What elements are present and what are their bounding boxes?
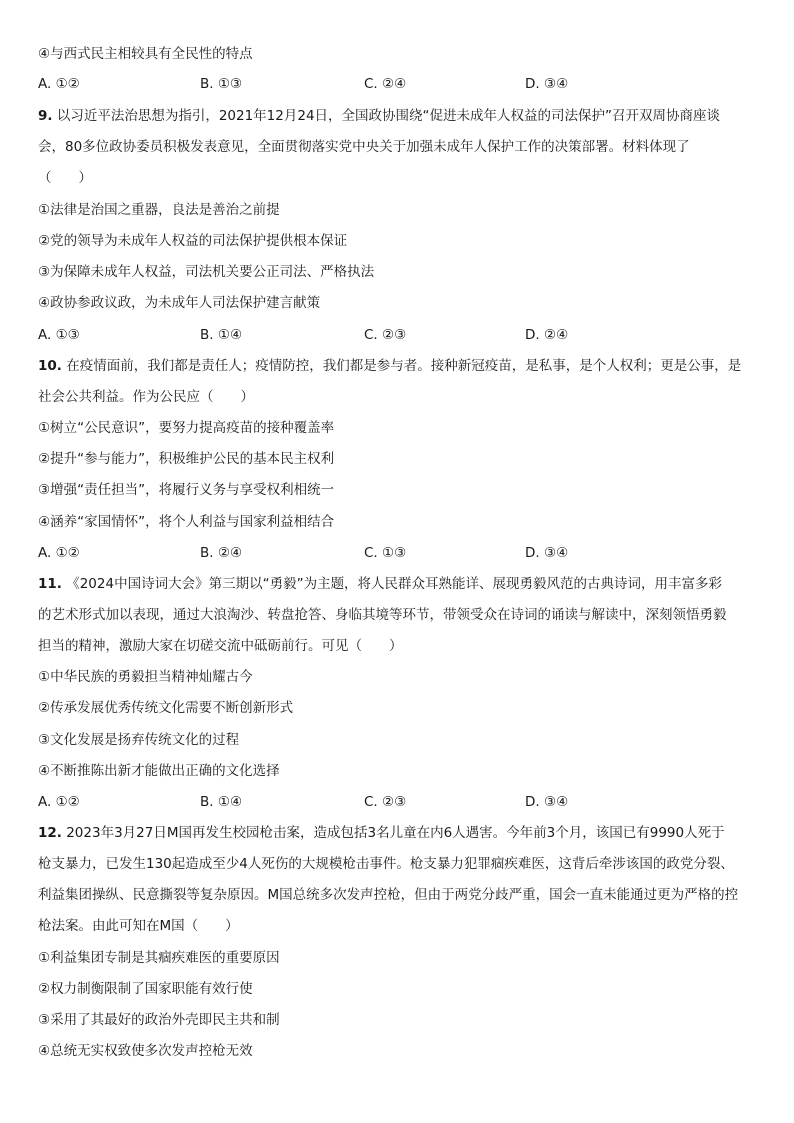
- q12-statement-3: ③采用了其最好的政治外壳即民主共和制: [38, 1012, 280, 1028]
- q11-option-d[interactable]: D. ③④: [525, 794, 569, 810]
- q8-option-c[interactable]: C. ②④: [364, 76, 407, 92]
- q8-option-b[interactable]: B. ①③: [200, 76, 243, 92]
- q8-options: [38, 74, 764, 94]
- q8-statement-4: ④与西式民主相较具有全民性的特点: [38, 46, 253, 62]
- q9-option-d[interactable]: D. ②④: [525, 327, 569, 343]
- q9-option-b[interactable]: B. ①④: [200, 327, 243, 343]
- q11-option-a[interactable]: A. ①②: [38, 794, 80, 810]
- q11-statement-2: ②传承发展优秀传统文化需要不断创新形式: [38, 700, 294, 716]
- q12-number: 12.: [38, 825, 62, 841]
- q12-stem-line-2: 枪支暴力，已发生130起造成至少4人死伤的大规模枪击事件。枪支暴力犯罪痼疾难医，这背后牵涉该国的政党分裂、: [38, 856, 734, 872]
- q12-statement-2: ②权力制衡限制了国家职能有效行使: [38, 981, 253, 997]
- q12-stem-line-1: 12. 2023年3月27日M国再发生校园枪击案，造成包括3名儿童在内6人遇害。今年前3个月，该国已有9990人死于: [38, 825, 725, 841]
- q10-options: [38, 543, 764, 563]
- q8-option-d[interactable]: D. ③④: [525, 76, 569, 92]
- q10-option-c[interactable]: C. ①③: [364, 545, 407, 561]
- q11-option-b[interactable]: B. ①④: [200, 794, 243, 810]
- q10-stem-line-2: 社会公共利益。作为公民应（ ）: [38, 389, 254, 405]
- q12-stem-line-3: 利益集团操纵、民意撕裂等复杂原因。M国总统多次发声控枪，但由于两党分歧严重，国会一直未能通过更为严格的控: [38, 887, 739, 903]
- q11-stem-line-2: 的艺术形式加以表现，通过大浪淘沙、转盘抢答、身临其境等环节，带领受众在诗词的诵读与解读中，深刻领悟勇毅: [38, 607, 727, 623]
- q11-stem-line-3: 担当的精神，激励大家在切磋交流中砥砺前行。可见（ ）: [38, 638, 403, 654]
- q11-statement-4: ④不断推陈出新才能做出正确的文化选择: [38, 763, 280, 779]
- q12-statement-4: ④总统无实权致使多次发声控枪无效: [38, 1043, 253, 1059]
- q9-number: 9.: [38, 108, 53, 124]
- q10-number: 10.: [38, 358, 62, 374]
- q10-option-d[interactable]: D. ③④: [525, 545, 569, 561]
- q9-statement-2: ②党的领导为未成年人权益的司法保护提供根本保证: [38, 233, 348, 249]
- q9-statement-3: ③为保障未成年人权益，司法机关要公正司法、严格执法: [38, 264, 375, 280]
- q11-stem-line-1: 11. 《2024中国诗词大会》第三期以“勇毅”为主题，将人民群众耳熟能详、展现勇毅风范的古典诗词，用丰富多彩: [38, 576, 723, 592]
- q11-option-c[interactable]: C. ②③: [364, 794, 407, 810]
- q9-statement-1: ①法律是治国之重器，良法是善治之前提: [38, 202, 280, 218]
- q9-stem-line-1: 9. 以习近平法治思想为指引，2021年12月24日，全国政协围绕“促进未成年人权益的司法保护”召开双周协商座谈: [38, 108, 721, 124]
- q8-option-a[interactable]: A. ①②: [38, 76, 80, 92]
- q10-statement-3: ③增强“责任担当”，将履行义务与享受权利相统一: [38, 482, 335, 498]
- q10-option-b[interactable]: B. ②④: [200, 545, 243, 561]
- q12-statement-1: ①利益集团专制是其痼疾难医的重要原因: [38, 950, 280, 966]
- q12-stem-line-4: 枪法案。由此可知在M国（ ）: [38, 918, 239, 934]
- q10-statement-2: ②提升“参与能力”，积极维护公民的基本民主权利: [38, 451, 335, 467]
- q9-option-a[interactable]: A. ①③: [38, 327, 80, 343]
- q10-statement-1: ①树立“公民意识”，要努力提高疫苗的接种覆盖率: [38, 420, 335, 436]
- q9-statement-4: ④政协参政议政，为未成年人司法保护建言献策: [38, 295, 321, 311]
- q9-stem-line-2: 会，80多位政协委员积极发表意见，全面贯彻落实党中央关于加强未成年人保护工作的决策部署。材料体现了: [38, 139, 690, 155]
- q11-statement-3: ③文化发展是扬弃传统文化的过程: [38, 732, 240, 748]
- q10-option-a[interactable]: A. ①②: [38, 545, 80, 561]
- q10-stem-line-1: 10. 在疫情面前，我们都是责任人；疫情防控，我们都是参与者。接种新冠疫苗，是私事，是个人权利；更是公事，是: [38, 358, 742, 374]
- q9-options: [38, 325, 764, 345]
- q11-statement-1: ①中华民族的勇毅担当精神灿耀古今: [38, 669, 253, 685]
- q9-option-c[interactable]: C. ②③: [364, 327, 407, 343]
- q11-options: [38, 792, 764, 812]
- q11-number: 11.: [38, 576, 62, 592]
- q10-statement-4: ④涵养“家国情怀”，将个人利益与国家利益相结合: [38, 514, 335, 530]
- q9-stem-line-3: （ ）: [38, 170, 92, 186]
